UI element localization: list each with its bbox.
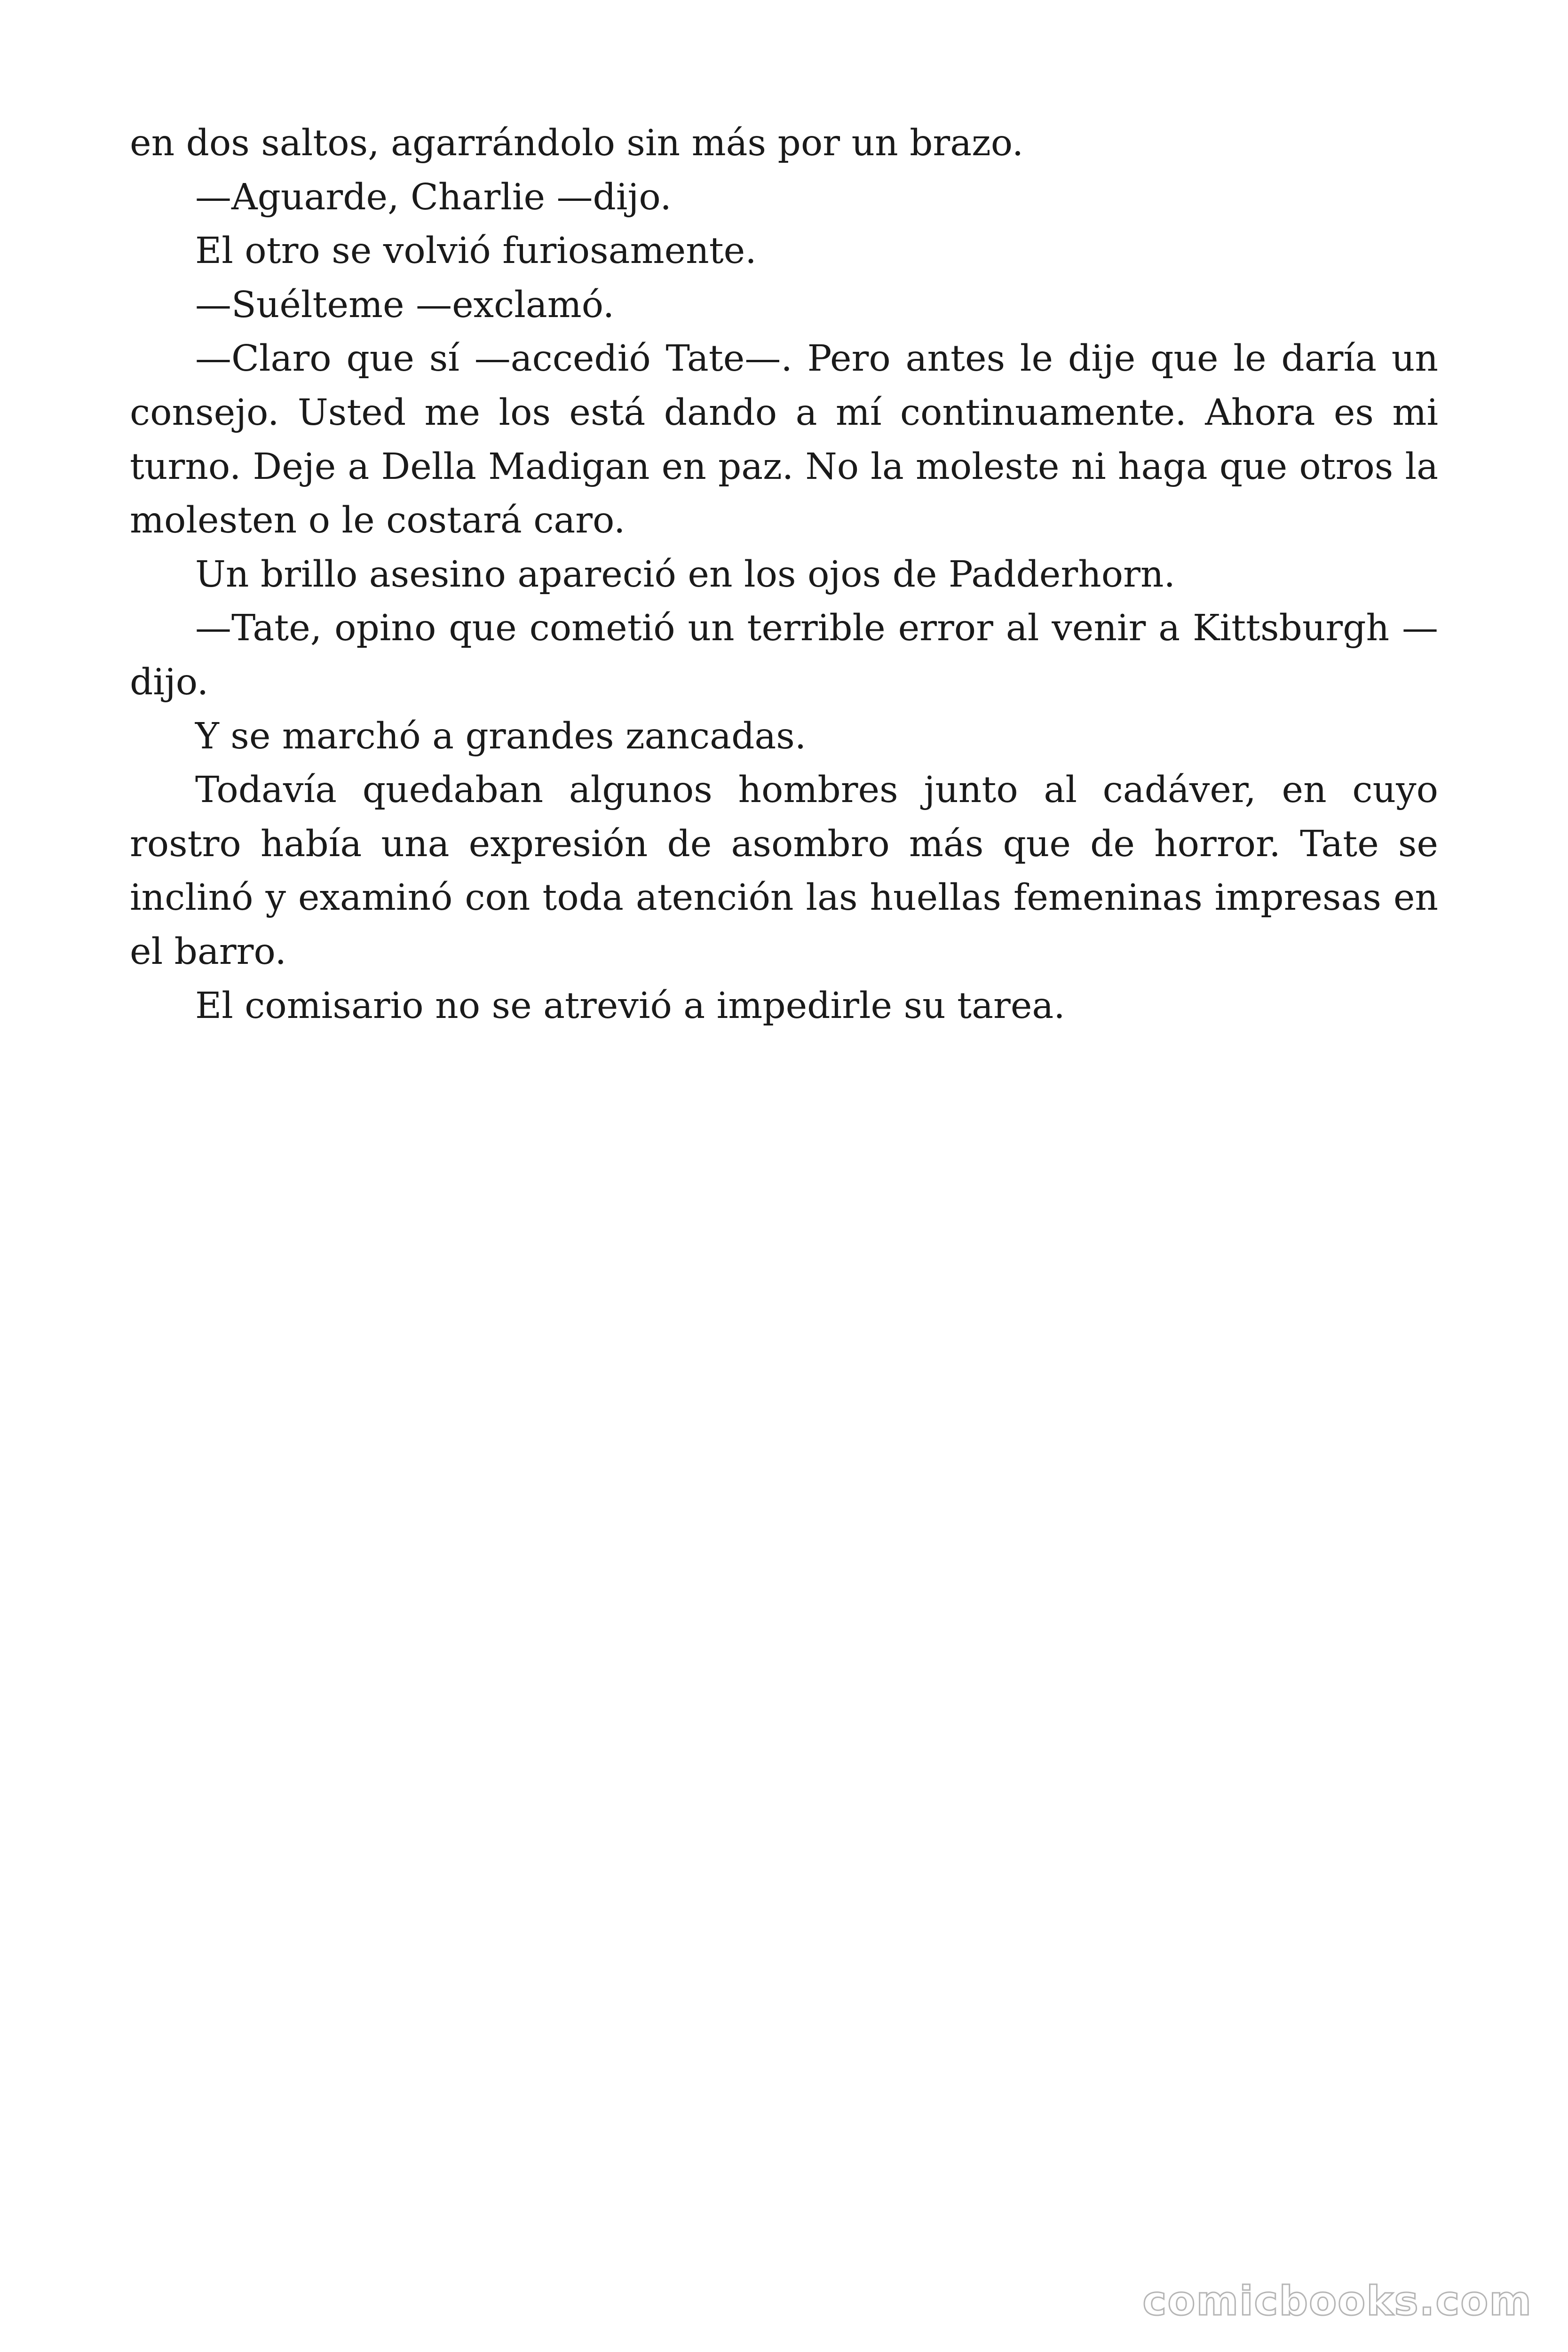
paragraph: —Suélteme —exclamó. [195,284,615,326]
watermark: comicbooks.com [1142,2278,1532,2325]
body-text [130,117,1438,1033]
paragraph: —Tate, opino que cometió un terrible error al venir a Kittsburgh —dijo. [130,607,1438,703]
paragraph: —Claro que sí —accedió Tate—. Pero antes le dije que le daría un consejo. Usted me los está dando a mí continuamente. Ahora es mi turno. Deje a Della Madigan en paz. No la moleste ni haga que otros la molesten o le costará caro. [130,338,1438,542]
paragraph: en dos saltos, agarrándolo sin más por un brazo. [130,122,1024,164]
paragraph: El otro se volvió furiosamente. [195,230,757,272]
paragraph: —Aguarde, Charlie —dijo. [195,176,672,218]
paragraph: Todavía quedaban algunos hombres junto al cadáver, en cuyo rostro había una expresión de asombro más que de horror. Tate se inclinó y examinó con toda atención las huellas femeninas impresas en el barro. [130,769,1438,973]
paragraph: El comisario no se atrevió a impedirle su tarea. [195,985,1065,1027]
paragraph: Un brillo asesino apareció en los ojos de Padderhorn. [195,553,1175,596]
paragraph: Y se marchó a grandes zancadas. [195,715,807,757]
